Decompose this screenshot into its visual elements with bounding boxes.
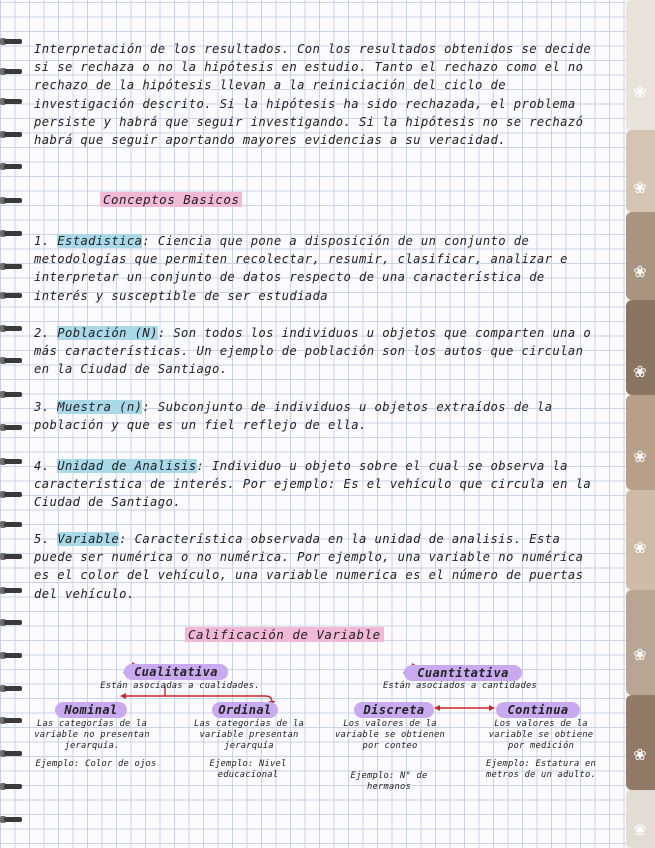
binding-ring	[0, 619, 22, 626]
flower-icon: ❀	[633, 262, 647, 281]
tab-8[interactable]	[626, 695, 655, 790]
flower-icon: ❀	[633, 82, 647, 101]
binding-ring	[0, 325, 22, 332]
concept-text: Individuo u objeto sobre el cual se observa la característica de interés. Por ejemplo: Es el vehículo que circula en la Ciudad de Santiago.	[34, 459, 592, 510]
cualitativa-pill: Cualitativa	[124, 664, 228, 680]
binding-ring	[0, 131, 22, 138]
concept-text: Característica observada en la unidad de analisis. Esta puede ser numérica o no numérica. Por ejemplo, una variable no numérica es el color del vehículo, una variable numerica es el número de puertas del vehículo.	[34, 532, 584, 601]
tab-1[interactable]	[626, 0, 655, 130]
cuantitativa-pill: Cuantitativa	[404, 665, 522, 681]
binding-ring	[0, 783, 22, 790]
binding-ring	[0, 458, 22, 465]
binding-ring	[0, 652, 22, 659]
concept-sep: :	[142, 400, 158, 414]
flower-icon: ❀	[633, 538, 647, 557]
tab-5[interactable]	[626, 395, 655, 490]
concept-number: 4.	[34, 459, 50, 473]
continua-example: Ejemplo: Estatura en metros de un adulto.	[486, 759, 596, 780]
concept-text: Ciencia que pone a disposición de un conjunto de metodologías que permiten recolectar, resumir, clasificar, analizar e interpretar un conjunto de datos respecto de una característica de interés y susceptible de ser estudiada	[34, 234, 568, 303]
tab-2[interactable]	[626, 130, 655, 212]
concept-term: Estadistica	[57, 234, 143, 248]
concept-sep: :	[119, 532, 135, 546]
binding-ring	[0, 391, 22, 398]
binding-ring	[0, 685, 22, 692]
concept-number: 1.	[34, 234, 50, 248]
flower-icon: ❀	[633, 447, 647, 466]
concept-number: 2.	[34, 326, 50, 340]
binding-ring	[0, 717, 22, 724]
binding-ring	[0, 163, 22, 170]
binding-ring	[0, 491, 22, 498]
binding-ring	[0, 553, 22, 560]
binding-ring	[0, 38, 22, 45]
concept-text: Subconjunto de individuos u objetos extraídos de la población y que es un fiel reflejo de ella.	[34, 400, 553, 433]
binding-ring	[0, 68, 22, 75]
continua-text: Los valores de la variable se obtiene por medición	[488, 719, 594, 751]
binding-ring	[0, 521, 22, 528]
discreta-example: Ejemplo: N° de hermanos	[350, 771, 428, 792]
concept-term: Variable	[57, 532, 120, 546]
ordinal-pill: Ordinal	[212, 702, 278, 718]
divider-tabs	[626, 0, 655, 848]
tab-3[interactable]	[626, 212, 655, 300]
ordinal-text: Las categorías de la variable presentan jerarquía	[194, 719, 304, 751]
nominal-example: Ejemplo: Color de ojos	[35, 759, 157, 769]
cualitativa-desc: Están asociadas a cualidades.	[100, 681, 260, 691]
concept-number: 5.	[34, 532, 50, 546]
binding-ring	[0, 816, 22, 823]
concept-term: Población (N)	[57, 326, 158, 340]
binding-ring	[0, 357, 22, 364]
nominal-text: Las categorías de la variable no presentan jerarquía.	[34, 719, 150, 751]
flower-icon: ❀	[633, 820, 647, 839]
concept-term: Muestra (n)	[57, 400, 143, 414]
concept-text: Son todos los individuos u objetos que comparten una o más características. Un ejemplo de población son los autos que circulan en la Ciudad de Santiago.	[34, 326, 592, 377]
tab-4[interactable]	[626, 300, 655, 395]
ordinal-example: Ejemplo: Nivel educacional	[209, 759, 287, 780]
continua-pill: Continua	[496, 702, 580, 718]
binding-ring	[0, 98, 22, 105]
tab-9[interactable]	[626, 790, 655, 848]
nominal-pill: Nominal	[55, 702, 127, 718]
concept-sep: :	[196, 459, 212, 473]
concept-term: Unidad de Analisis	[57, 459, 197, 473]
binding-ring	[0, 587, 22, 594]
flower-icon: ❀	[633, 362, 647, 381]
flower-icon: ❀	[633, 745, 647, 764]
cuantitativa-desc: Están asociados a cantidades	[383, 681, 537, 691]
discreta-text: Los valores de la variable se obtienen por conteo	[335, 719, 445, 751]
clasificacion-heading: Calificación de Variable	[185, 627, 384, 642]
concept-sep: :	[142, 234, 158, 248]
conceptos-heading: Conceptos Basicos	[100, 192, 242, 207]
tab-6[interactable]	[626, 490, 655, 590]
concept-number: 3.	[34, 400, 50, 414]
binding-ring	[0, 230, 22, 237]
binding-ring	[0, 197, 22, 204]
concept-sep: :	[157, 326, 174, 340]
binding-ring	[0, 750, 22, 757]
discreta-pill: Discreta	[354, 702, 434, 718]
binding-ring	[0, 424, 22, 431]
binding-ring	[0, 292, 22, 299]
intro-paragraph: Interpretación de los resultados. Con los resultados obtenidos se decide si se rechaza o no la hipótesis en estudio. Tanto el rechazo como el no rechazo de la hipótesis llevan a la reiniciación del ciclo de investigación descrito. Si la hipótesis ha sido rechazada, el problema persiste y habrá que seguir investigando. Si la hipótesis no se rechazó habrá que seguir aportando mayores evidencias a su veracidad.	[34, 42, 592, 148]
binding-ring	[0, 263, 22, 270]
flower-icon: ❀	[633, 178, 647, 197]
flower-icon: ❀	[633, 645, 647, 664]
tab-7[interactable]	[626, 590, 655, 695]
